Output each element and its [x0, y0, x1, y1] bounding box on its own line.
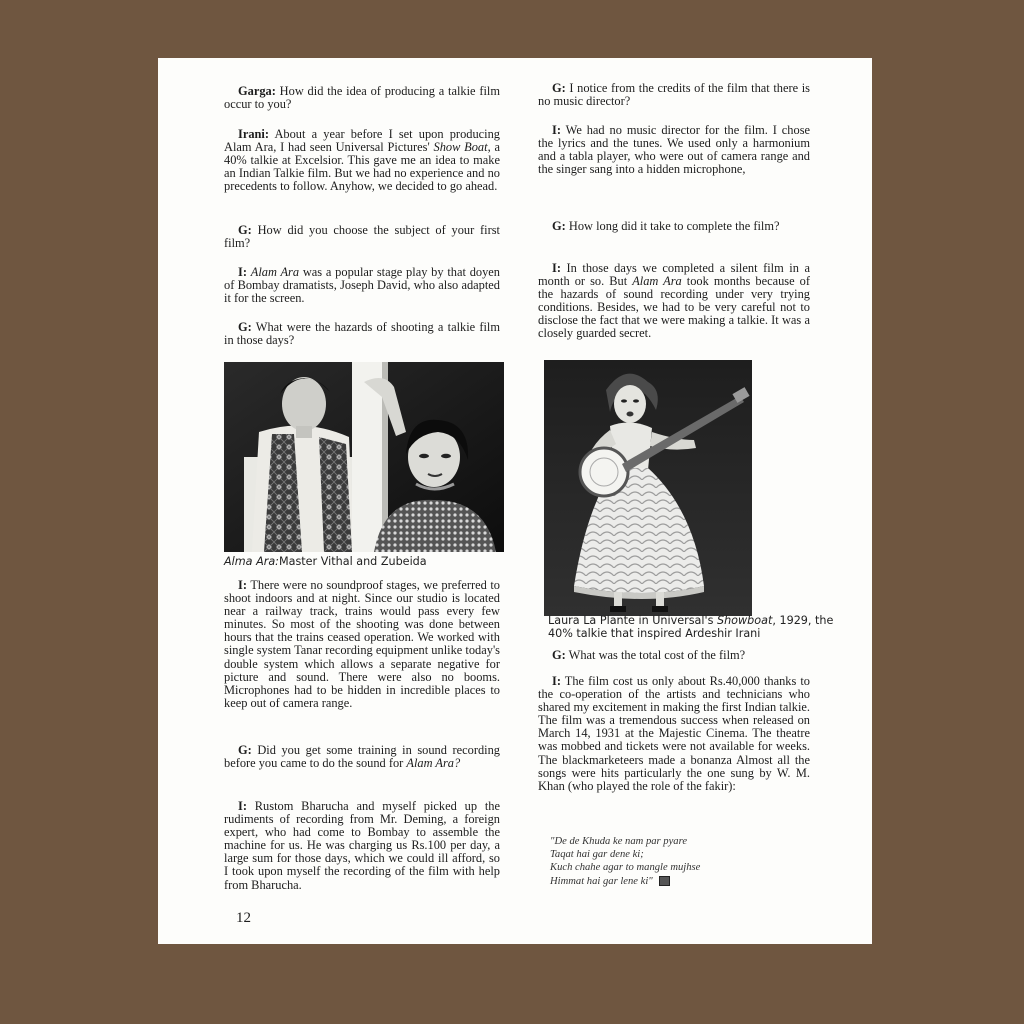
answer-3: I: There were no soundproof stages, we preferred to shoot indoors and at night. Since our studio is located near a railway track, trains would pass every few minutes. So most of the shooting was done between hours that the trains ceased operation. We worked with single system Tanar recording equipment unlike today's double system which allows a separate negative for picture and sound. There were also no booms. Microphones had to be hidden in incredible places to keep out of camera range.: [224, 578, 500, 710]
question-7: G: What was the total cost of the film?: [552, 648, 746, 662]
song-lyrics: [550, 835, 810, 888]
alam-ara-still-image: [224, 362, 504, 552]
answer-6: I: In those days we completed a silent film in a month or so. But Alam Ara took months because of the hazards of sound recording under very trying conditions. Besides, we had to be very careful not to disclose the fact that we were making a talkie. It was a closely guarded secret.: [538, 261, 810, 341]
question-5: G: I notice from the credits of the film that there is no music director?: [538, 81, 810, 109]
lyric-line-1: "De de Khuda ke nam par pyare: [550, 836, 688, 847]
answer-5: I: We had no music director for the film. I chose the lyrics and the tunes. We used only a harmonium and a tabla player, who were out of camera range and the singer sang into a hidden microphone,: [538, 123, 811, 177]
question-3: G: What were the hazards of shooting a talkie film in those days?: [224, 320, 501, 348]
lyric-line-3: Kuch chahe agar to mangle mujhse: [550, 862, 701, 874]
answer-2: I: Alam Ara was a popular stage play by that doyen of Bombay dramatists, Joseph David, who also adapted it for the screen.: [224, 265, 500, 306]
question-4: G: Did you get some training in sound recording before you came to do the sound for Alam Ara?: [224, 743, 500, 771]
answer-1: Irani: About a year before I set upon producing Alam Ara, I had seen Universal Pictures' Show Boat, a 40% talkie at Excelsior. This gave me an idea to make an Indian Talkie film. But we had no experience and no precedents to follow. Anyhow, we decided to go ahead.: [224, 127, 500, 194]
end-mark-icon: [659, 876, 670, 886]
showboat-still-image: [544, 360, 752, 616]
question-2: G: How did you choose the subject of your first film?: [224, 223, 500, 251]
lyric-line-2: Taqat hai gar dene ki;: [550, 849, 644, 861]
question-6: G: How long did it take to complete the film?: [552, 219, 780, 233]
lyric-line-4: Himmat hai gar lene ki": [550, 875, 810, 888]
answer-4: I: Rustom Bharucha and myself picked up the rudiments of recording from Mr. Deming, a foreign expert, who had come to Bombay to assemble the machine for us. He was charging us Rs.100 per day, a large sum for those days, which we could ill afford, so I took upon myself the recording of the film with help from Bharucha.: [224, 799, 500, 892]
alam-ara-photo: [224, 362, 504, 552]
left-photo-caption: Alma Ara:Master Vithal and Zubeida: [224, 555, 427, 568]
answer-7: I: The film cost us only about Rs.40,000 thanks to the co-operation of the artists and technicians who shared my excitement in making the first Indian talkie. The film was a tremendous success when released on March 14, 1931 at the Majestic Cinema. The theatre was mobbed and tickets were not available for weeks. The blackmarketeers made a bonanza Almost all the songs were hits particularly the one sung by W. M. Khan (who played the role of the fakir):: [538, 674, 810, 793]
right-photo-caption: Laura La Plante in Universal's Showboat, 1929, the 40% talkie that inspired Ardeshir Irani: [548, 614, 834, 640]
question-1: Garga: How did the idea of producing a talkie film occur to you?: [224, 84, 500, 112]
magazine-page: [158, 58, 872, 944]
showboat-photo: [544, 360, 752, 616]
page-number: 12: [236, 910, 251, 926]
